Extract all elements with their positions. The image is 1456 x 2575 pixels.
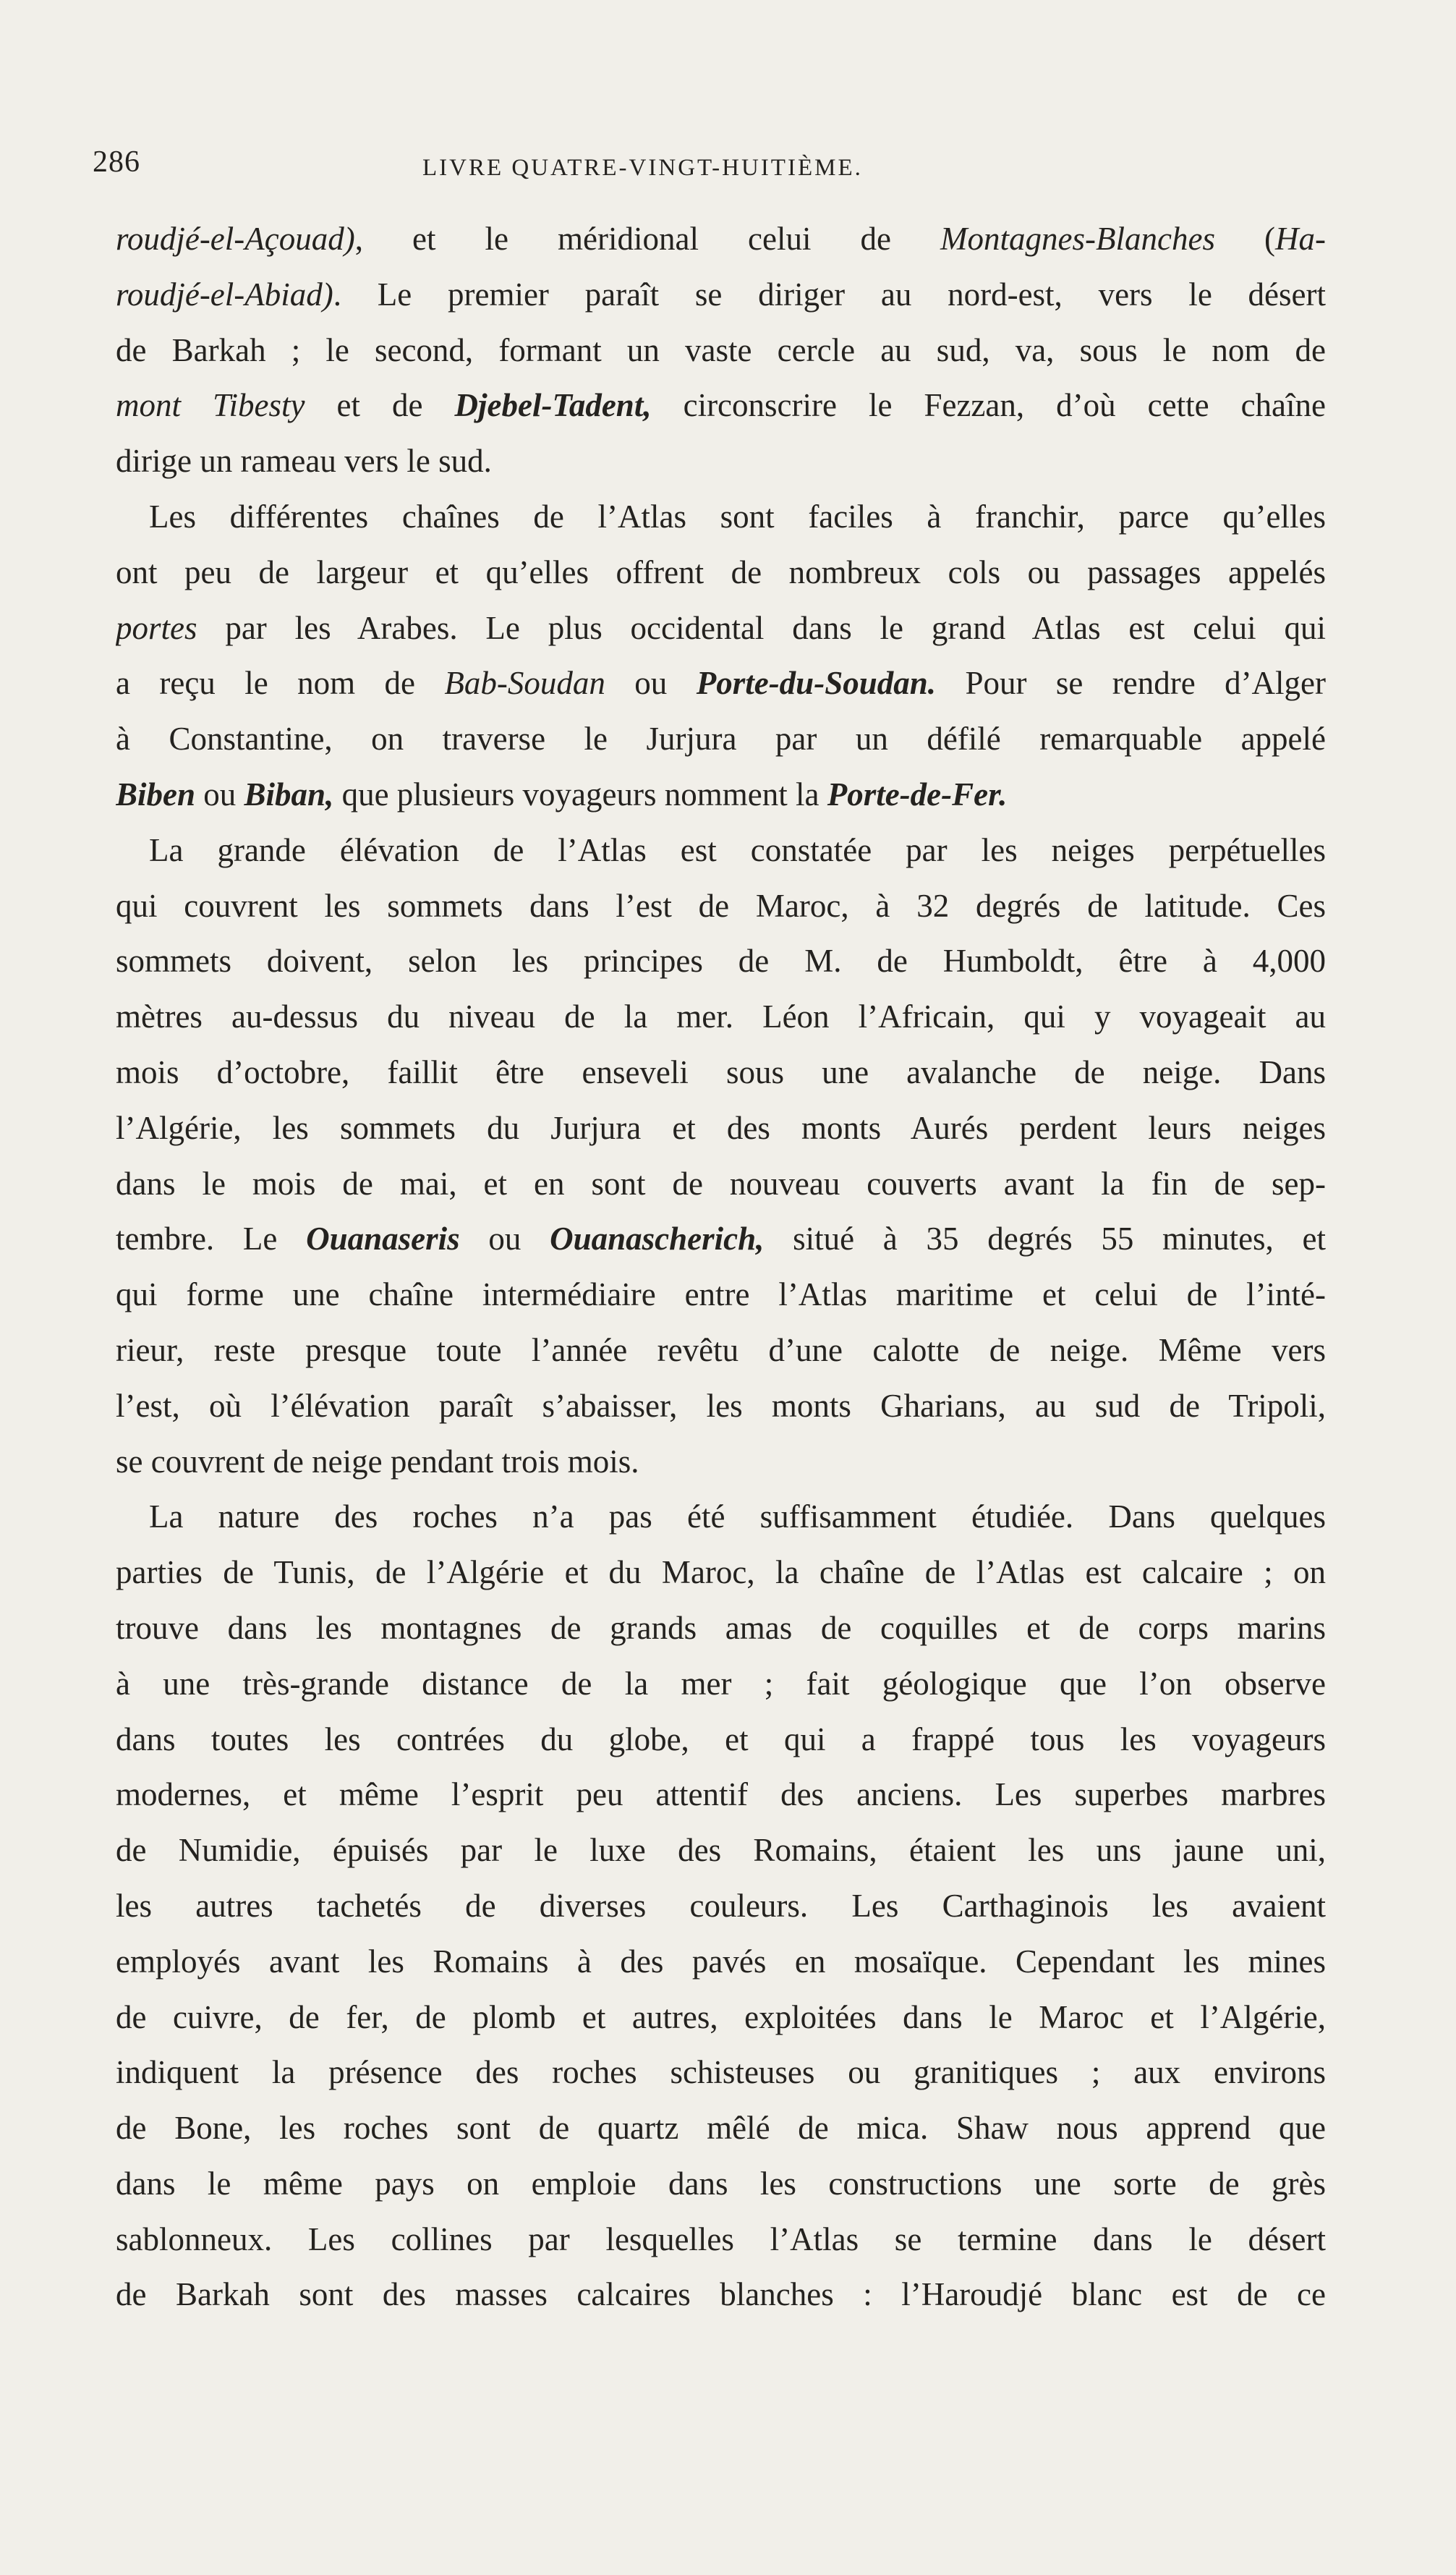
text-line: mont Tibesty et de Djebel-Tadent, circonscrire le Fezzan, d’où cette chaîne	[116, 387, 1326, 424]
text-line: mètres au-dessus du niveau de la mer. Léon l’Africain, qui y voyageait au	[116, 998, 1326, 1035]
text-line: roudjé-el-Abiad). Le premier paraît se diriger au nord-est, vers le désert	[116, 276, 1326, 313]
text-line: à une très-grande distance de la mer ; fait géologique que l’on observe	[116, 1665, 1326, 1702]
text-line: employés avant les Romains à des pavés en mosaïque. Cependant les mines	[116, 1943, 1326, 1980]
text-line: qui couvrent les sommets dans l’est de Maroc, à 32 degrés de latitude. Ces	[116, 887, 1326, 924]
running-head: LIVRE QUATRE-VINGT-HUITIÈME.	[422, 155, 863, 181]
text-line: ont peu de largeur et qu’elles offrent de nombreux cols ou passages appelés	[116, 553, 1326, 590]
text-line: La nature des roches n’a pas été suffisamment étudiée. Dans quelques	[149, 1498, 1326, 1535]
text-line: mois d’octobre, faillit être enseveli sous une avalanche de neige. Dans	[116, 1053, 1326, 1090]
text-line: l’est, où l’élévation paraît s’abaisser, les monts Gharians, au sud de Tripoli,	[116, 1387, 1326, 1424]
text-line: trouve dans les montagnes de grands amas de coquilles et de corps marins	[116, 1609, 1326, 1646]
text-line: rieur, reste presque toute l’année revêtu d’une calotte de neige. Même vers	[116, 1331, 1326, 1368]
text-line: tembre. Le Ouanaseris ou Ouanascherich, situé à 35 degrés 55 minutes, et	[116, 1221, 1326, 1257]
text-line: l’Algérie, les sommets du Jurjura et des monts Aurés perdent leurs neiges	[116, 1109, 1326, 1146]
text-line: La grande élévation de l’Atlas est constatée par les neiges perpétuelles	[149, 831, 1326, 868]
text-line: modernes, et même l’esprit peu attentif des anciens. Les superbes marbres	[116, 1776, 1326, 1813]
text-line: dirige un rameau vers le sud.	[116, 443, 492, 480]
page-header	[93, 145, 1337, 195]
text-line: qui forme une chaîne intermédiaire entre l’Atlas maritime et celui de l’inté-	[116, 1276, 1326, 1313]
body-text	[116, 211, 1326, 2322]
text-line: dans toutes les contrées du globe, et qui a frappé tous les voyageurs	[116, 1721, 1326, 1757]
text-line: indiquent la présence des roches schisteuses ou granitiques ; aux environs	[116, 2054, 1326, 2091]
text-line: portes par les Arabes. Le plus occidental dans le grand Atlas est celui qui	[116, 609, 1326, 646]
page-number: 286	[93, 145, 140, 179]
text-line: sablonneux. Les collines par lesquelles l’Atlas se termine dans le désert	[116, 2220, 1326, 2257]
text-line: Les différentes chaînes de l’Atlas sont faciles à franchir, parce qu’elles	[149, 498, 1326, 535]
text-line: dans le mois de mai, et en sont de nouveau couverts avant la fin de sep-	[116, 1165, 1326, 1202]
text-line: dans le même pays on emploie dans les constructions une sorte de grès	[116, 2165, 1326, 2202]
text-line: parties de Tunis, de l’Algérie et du Maroc, la chaîne de l’Atlas est calcaire ; on	[116, 1554, 1326, 1591]
text-line: a reçu le nom de Bab-Soudan ou Porte-du-Soudan. Pour se rendre d’Alger	[116, 665, 1326, 702]
text-line: sommets doivent, selon les principes de M. de Humboldt, être à 4,000	[116, 943, 1326, 980]
text-line: de Bone, les roches sont de quartz mêlé de mica. Shaw nous apprend que	[116, 2110, 1326, 2147]
text-line: se couvrent de neige pendant trois mois.	[116, 1443, 639, 1480]
text-line: les autres tachetés de diverses couleurs. Les Carthaginois les avaient	[116, 1887, 1326, 1924]
text-line: Biben ou Biban, que plusieurs voyageurs nomment la Porte-de-Fer.	[116, 776, 1008, 813]
text-line: de Barkah ; le second, formant un vaste cercle au sud, va, sous le nom de	[116, 331, 1326, 368]
text-line: de Numidie, épuisés par le luxe des Romains, étaient les uns jaune uni,	[116, 1832, 1326, 1869]
text-line: de cuivre, de fer, de plomb et autres, exploitées dans le Maroc et l’Algérie,	[116, 1998, 1326, 2035]
text-line: de Barkah sont des masses calcaires blanches : l’Haroudjé blanc est de ce	[116, 2276, 1326, 2313]
text-line: à Constantine, on traverse le Jurjura par un défilé remarquable appelé	[116, 721, 1326, 758]
text-line: roudjé-el-Açouad), et le méridional celui de Montagnes-Blanches (Ha-	[116, 221, 1326, 257]
